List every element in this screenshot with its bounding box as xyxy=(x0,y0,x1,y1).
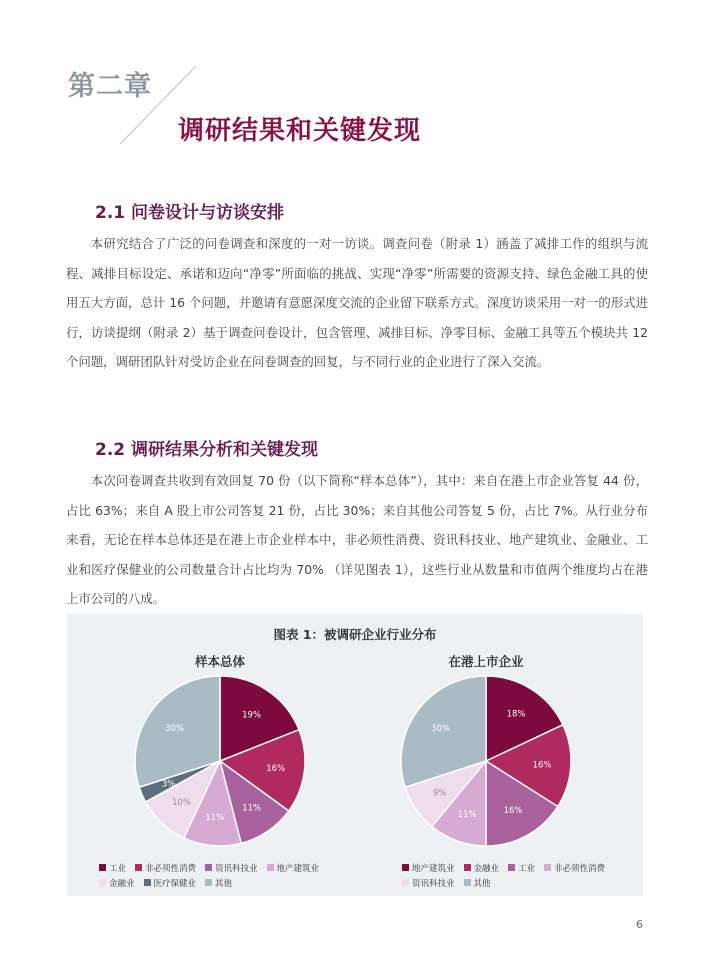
legend-item-1-4 xyxy=(402,877,455,892)
legend-swatch xyxy=(135,864,142,871)
section-1-body: 本研究结合了广泛的问卷调查和深度的一对一访谈。调查问卷（附录 1）涵盖了减排工作的组织与流程、减排目标设定、承诺和迈向“净零”所面临的挑战、实现“净零”所需要的资源支持、绿色金融工具的使用五大方面，总计 16 个问题，并邀请有意愿深度交流的企业留下联系方式。深度访谈采用一对一的形式进行，访谈提纲（附录 2）基于调查问卷设计，包含管理、减排目标、净零目标、金融工具等五个模块共 12 个问题，调研团队针对受访企业在问卷调查的回复，与不同行业的企业进行了深入交流。 xyxy=(66,236,648,370)
legend-item-0-4 xyxy=(99,877,135,892)
pie-slice-label-0-0: 19% xyxy=(242,710,261,721)
section-1-title: 2.1 问卷设计与访谈安排 xyxy=(95,203,285,223)
pie-slice-label-1-1: 16% xyxy=(532,760,552,771)
legend-item-1-2 xyxy=(508,862,535,877)
legend-swatch xyxy=(99,864,106,871)
pie-slice-label-1-2: 16% xyxy=(503,806,523,817)
legend-item-0-5 xyxy=(144,877,197,892)
legend-item-1-0 xyxy=(402,862,455,877)
pie-slice-label-0-6: 30% xyxy=(165,724,185,735)
legend-label: 医疗保健业 xyxy=(153,879,197,889)
legend-item-1-3 xyxy=(544,862,605,877)
legend-swatch xyxy=(544,864,551,871)
pie-1-title: 样本总体 xyxy=(194,654,245,669)
pie-2-title: 在港上市企业 xyxy=(448,654,524,669)
chapter-number: 第二章 xyxy=(68,71,152,102)
pie-slice-label-0-4: 10% xyxy=(172,797,192,808)
legend-label: 地产建筑业 xyxy=(412,864,455,874)
legend-swatch xyxy=(99,879,106,886)
pie-1-legend xyxy=(99,862,349,892)
pie-slice-label-1-5: 30% xyxy=(431,724,451,735)
legend-swatch xyxy=(464,879,471,886)
legend-label: 其他 xyxy=(215,879,233,889)
pie-slice-label-1-0: 18% xyxy=(506,709,526,720)
legend-swatch xyxy=(144,879,151,886)
legend-swatch xyxy=(267,864,274,871)
legend-label: 资讯科技业 xyxy=(215,864,258,874)
pie-slice-label-1-3: 11% xyxy=(457,809,477,820)
pie-chart-hk-listed xyxy=(399,674,573,848)
legend-item-0-3 xyxy=(267,862,320,877)
legend-item-0-6 xyxy=(205,877,232,892)
legend-label: 地产建筑业 xyxy=(276,864,320,874)
legend-item-0-0 xyxy=(99,862,126,877)
legend-label: 其他 xyxy=(473,879,491,889)
pie-slice-label-0-5: 3% xyxy=(161,779,176,790)
legend-label: 资讯科技业 xyxy=(412,879,455,889)
legend-item-1-1 xyxy=(464,862,500,877)
legend-item-1-5 xyxy=(464,877,491,892)
pie-chart-sample-total xyxy=(133,674,307,848)
pie-slice-label-0-1: 16% xyxy=(266,764,286,775)
legend-label: 金融业 xyxy=(109,879,135,889)
pie-slice-label-0-2: 11% xyxy=(242,803,261,814)
legend-label: 工业 xyxy=(518,864,536,874)
legend-swatch xyxy=(464,864,471,871)
pie-slice-label-1-4: 9% xyxy=(432,788,447,799)
figure-panel xyxy=(67,614,643,896)
page-number: 6 xyxy=(636,918,643,931)
section-2-title: 2.2 调研结果分析和关键发现 xyxy=(95,440,319,460)
chapter-title: 调研结果和关键发现 xyxy=(178,116,422,146)
legend-label: 非必须性消费 xyxy=(145,864,197,874)
legend-label: 非必须性消费 xyxy=(554,864,606,874)
legend-swatch xyxy=(205,864,212,871)
pie-2-legend xyxy=(402,862,632,892)
legend-label: 金融业 xyxy=(473,864,500,874)
legend-item-0-1 xyxy=(135,862,196,877)
pie-slice-label-0-3: 11% xyxy=(205,812,225,823)
legend-swatch xyxy=(402,864,409,871)
section-2-body: 本次问卷调查共收到有效回复 70 份（以下简称“样本总体”），其中：来自在港上市企业答复 44 份，占比 63%；来自 A 股上市公司答复 21 份，占比 30%；来自其他公司答复 5 份，占比 7%。从行业分布来看，无论在样本总体还是在港上市企业样本中，非必须性消费、资讯科技业、地产建筑业、金融业、工业和医疗保健业的公司数量合计占比均为 70% （详见图表 1），这些行业从数量和市值两个维度均占在港上市公司的八成。 xyxy=(66,473,648,607)
legend-swatch xyxy=(402,879,409,886)
legend-label: 工业 xyxy=(109,864,127,874)
figure-title: 图表 1：被调研企业行业分布 xyxy=(273,627,437,642)
legend-swatch xyxy=(205,879,212,886)
legend-swatch xyxy=(508,864,515,871)
legend-item-0-2 xyxy=(205,862,258,877)
